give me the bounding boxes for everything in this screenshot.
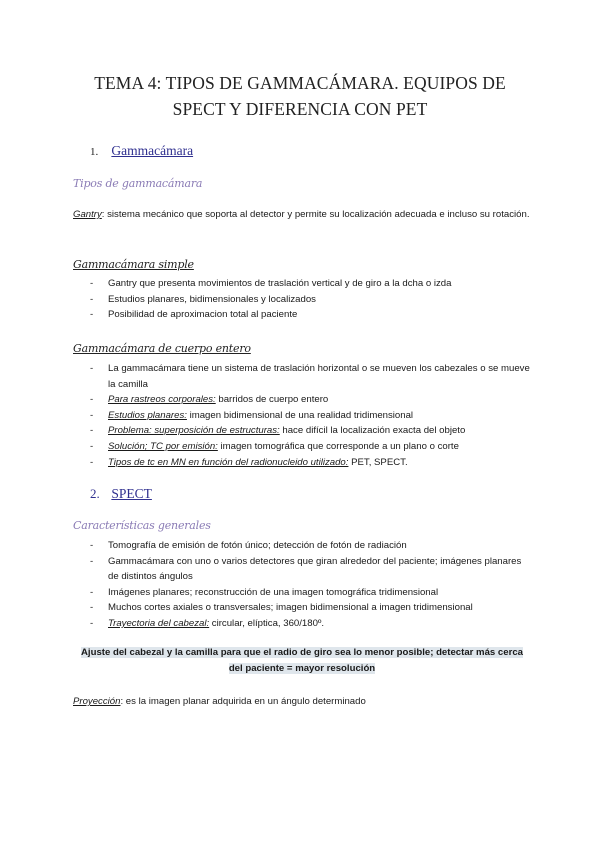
simple-list — [90, 276, 530, 323]
section-heading-1 — [90, 143, 193, 159]
list-item: - Posibilidad de aproximacion total al paciente — [90, 309, 298, 321]
gantry-paragraph — [73, 207, 533, 223]
section-title: SPECT — [111, 486, 152, 501]
subheading-caracteristicas: Características generales — [73, 519, 211, 532]
list-item: - Estudios planares: imagen bidimensional de una realidad tridimensional — [90, 409, 414, 421]
list-item: - Para rastreos corporales: barridos de cuerpo entero — [90, 394, 329, 406]
highlighted-note — [73, 645, 531, 677]
highlight-line-2: del paciente = mayor resolución — [228, 663, 376, 674]
subheading-simple: Gammacámara simple — [73, 258, 194, 271]
section-number: 2. — [90, 486, 100, 501]
proyeccion-text: : es la imagen planar adquirida en un ángulo determinado — [120, 696, 366, 707]
title-line-1: TEMA 4: TIPOS DE GAMMACÁMARA. EQUIPOS DE — [94, 73, 506, 93]
list-item: - Gammacámara con uno o varios detectores que giran alrededor del paciente; imágenes planares de distintos ángulos — [90, 555, 522, 583]
subheading-tipos: Tipos de gammacámara — [73, 177, 203, 190]
page-title — [40, 70, 560, 122]
list-item: - Solución; TC por emisión: imagen tomográfica que corresponde a un plano o corte — [90, 440, 459, 452]
section-title: Gammacámara — [111, 143, 194, 158]
subheading-cuerpo: Gammacámara de cuerpo entero — [73, 342, 251, 355]
proyeccion-term: Proyección — [73, 696, 121, 707]
list-item: - Trayectoria del cabezal: circular, elíptica, 360/180º. — [90, 617, 325, 629]
list-item: - Tomografía de emisión de fotón único; detección de fotón de radiación — [90, 540, 407, 551]
section-heading-2 — [90, 486, 152, 502]
list-item: - Tipos de tc en MN en función del radionucleido utilizado: PET, SPECT. — [90, 456, 408, 468]
gantry-term: Gantry — [73, 209, 102, 220]
caracteristicas-list — [90, 538, 530, 632]
list-item: - Estudios planares, bidimensionales y localizados — [90, 293, 316, 305]
list-item: - La gammacámara tiene un sistema de traslación horizontal o se mueven los cabezales o se mueve la camilla — [90, 363, 530, 390]
gantry-text: : sistema mecánico que soporta al detector y permite su localización adecuada e incluso su rotación. — [101, 209, 530, 220]
proyeccion-paragraph — [73, 694, 533, 710]
list-item: - Muchos cortes axiales o transversales; imagen bidimensional a imagen tridimensional — [90, 602, 473, 614]
cuerpo-list — [90, 361, 530, 470]
list-item: - Imágenes planares; reconstrucción de una imagen tomográfica tridimensional — [90, 586, 439, 598]
section-number: 1. — [90, 146, 99, 158]
list-item: - Problema: superposición de estructuras: hace difícil la localización exacta del objeto — [90, 425, 466, 437]
list-item: - Gantry que presenta movimientos de traslación vertical y de giro a la dcha o izda — [90, 278, 452, 289]
highlight-line-1: Ajuste del cabezal y la camilla para que el radio de giro sea lo menor posible; detectar más cerca — [80, 647, 524, 658]
title-line-2: SPECT Y DIFERENCIA CON PET — [172, 99, 428, 119]
